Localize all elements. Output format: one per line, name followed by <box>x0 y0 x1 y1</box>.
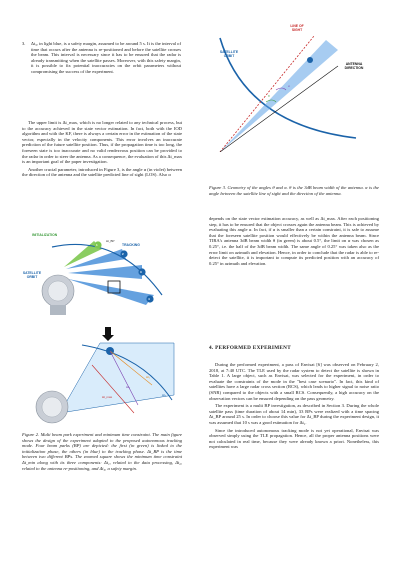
antenna-direction-label: ANTENNA DIRECTION <box>344 62 364 70</box>
figure-2 <box>22 235 182 425</box>
dt-max-label: Δt_max <box>102 395 113 399</box>
section-title: 4. PERFORMED EXPERIMENT <box>209 345 291 351</box>
satellite-marker <box>307 57 313 63</box>
right-column-text-1 <box>209 216 379 268</box>
dt2-label: Δt₂ <box>126 385 131 389</box>
list-item-3 <box>22 41 181 75</box>
theta-symbol: θ <box>268 94 270 98</box>
alpha-symbol: α <box>288 84 290 88</box>
figure-3 <box>206 24 378 152</box>
list-item-text: Δt₃, in light blue, is a safety margin, assumed to be around 5 s. It is the interval of time that occurs after the antenna is re-positioned and before the satellite crosses the beam. This interval is necessary since it has to be ensured that the radar is already transmitting when the satellite passes. Moreover, with this safety margin, it is possible to fix potential inaccuracies on the orbit parameters without compromising the success of the experiment. <box>31 41 181 74</box>
paragraph-not-operational: Since the introduced autonomous tracking mode is not yet operational, Envisat was observed simply using the TLE propagation. Hence, all the proper antenna positions were not calculated in real time, because they were already known a priori. Nonetheless, this experiment was <box>209 427 379 450</box>
zoom-beam-area <box>60 343 174 413</box>
beam-blue-2 <box>68 265 142 279</box>
tracking-label: TRACKING <box>122 243 140 247</box>
figure-3-caption: Figure 3. Geometry of the angles θ and α. θ is the 3dB beam width of the antenna. α is the angle between the satellite line of sight and the direction of the antenna. <box>209 185 379 196</box>
paragraph-alpha-depends: depends on the state vector estimation accuracy, as well as Δt_max. After each positioning step, it has to be ensured that the object crosses again the antenna beam. This is achieved by evaluating this angle α. In fact, if α is smaller than a certain constraint, it is safe to assume that the foreseen satellite position would effectively be within the antenna beam. Since TIRA's antenna 3dB beam width θ (in green) is about 0.5°, the limit on α was chosen as 0.25°, i.e. the half of the 3dB beam width. The same angle of 0.25° was taken also as the error limit on azimuth and elevation. Hence, in order to conclude that the radar is able to re-detect the satellite, it is important to compute its predicted position with an accuracy of 0.25° in azimuth and elevation. <box>209 216 379 266</box>
dt1-label: Δt₁ <box>146 375 150 379</box>
bp-number-1: 1 <box>96 243 98 247</box>
paragraph-dt-max: The upper limit is Δt_max, which is no longer related to any technical process, but to the accuracy achieved in the state vector estimation. In fact, both with the IOD algorithm and with the KF, there is always a certain error in the estimation of the state vector, especially in the velocity components. This error involves an inaccurate prediction of the future satellite position. Thus, if the propagation time is too long, the foreseen state is too inaccurate and no valid rendezvous position can be provided to the radar in order to steer the antenna. As a consequence, the evaluation of this Δt_max is an important goal of the paper investigation. <box>22 120 182 165</box>
right-column-text-2 <box>209 362 379 452</box>
antenna-direction-line <box>220 66 338 152</box>
paragraph-envisat: During the performed experiment, a pass of Envisat [6] was observed on February 2, 2018, at 7:40 UTC. The TLE used by the radar system to detect the satellite is shown in Table 1. A large object, such as Envisat, was selected for the experiment, in order to evaluate the constraints of the mode in the "best case scenario". In fact, this kind of satellites have a large radar cross section (RCS), which leads to higher signal to noise ratio (SNR) compared to the objects with a small RCS. Consequently, a high accuracy on the observation vectors can be ensured depending on the pass geometry. <box>209 362 379 401</box>
left-column-text <box>22 120 182 180</box>
satellite-orbit-label: SATELLITE ORBIT <box>22 271 42 279</box>
radar-base-1 <box>50 305 66 315</box>
dt3-label: Δt₃ <box>162 393 167 397</box>
bp-number-2: 2 <box>122 252 124 256</box>
figure-2-caption: Figure 2. Multi beam park experiment and minimum time constraint. The main figure shows the design of the experiment adapted to the proposed autonomous tracking mode. Four beam parks (BP) are depicted: the first (in green) is linked to the initialization phase, the others (in blue) to the tracking phase. Δt_BP is the time between two different BPs. The zoomed square shows the minimum time constraint Δt_min along with its three components: Δt₁, related to the data processing, Δt₂, related to the antenna re-positioning, and Δt₃, a safety margin. <box>22 432 182 471</box>
paragraph-alpha-intro: Another crucial parameter, introduced in Figure 3, is the angle α (in violet) between the direction of the antenna and the satellite predicted line of sight (LOS). Also α <box>22 166 182 178</box>
bp-number-4: 4 <box>148 297 150 301</box>
beam-blue-3 <box>68 279 154 305</box>
dt-bp-label: Δt_BP <box>106 239 115 243</box>
bp-number-3: 3 <box>140 270 142 274</box>
figure-3-diagram <box>206 30 378 152</box>
fig3-satellite-orbit-label: SATELLITE ORBIT <box>219 50 239 58</box>
zoom-arrow-icon <box>102 327 114 341</box>
initialization-label: INITIALIZATION <box>32 233 58 237</box>
line-of-sight-label: LINE OF SIGHT <box>290 24 304 32</box>
paragraph-multi-bp: The experiment is a multi BP investigation, as described in Section 3. During the whole satellite pass (time duration of about 14 min), 33 BPs were realized with a time spacing Δt_BP around 25 s. In order to choose this value for Δt_BP during the experiment design, it was assumed that 10 s was a good estimation for Δt₁. <box>209 403 379 425</box>
list-number: 3. <box>22 41 26 46</box>
